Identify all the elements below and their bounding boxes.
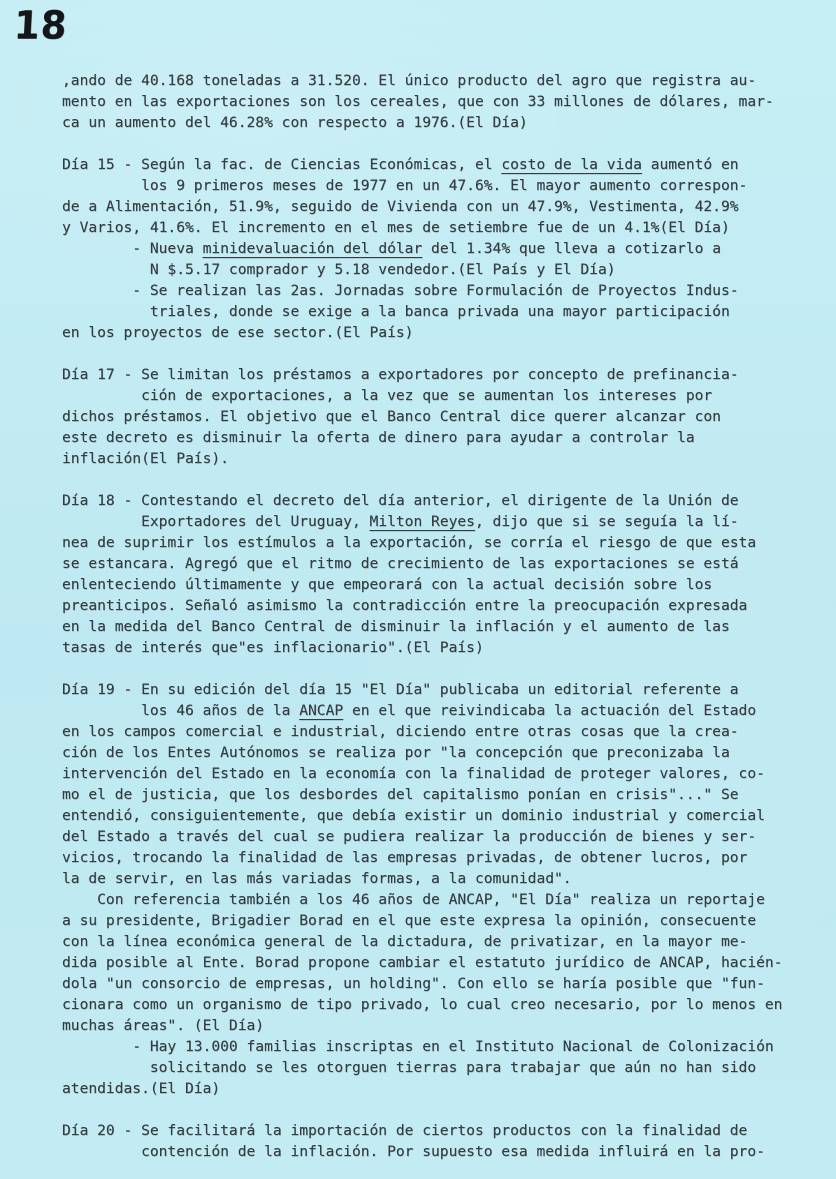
text-segment: atendidas.(El Día) — [62, 1080, 221, 1097]
text-segment: a su presidente, Brigadier Borad en el que este expresa la opinión, consecuente — [62, 912, 757, 929]
text-line — [62, 70, 806, 91]
entry-dia-15 — [62, 154, 806, 343]
entry-dia-19 — [62, 679, 806, 1099]
text-line — [62, 847, 806, 868]
text-line — [62, 1036, 806, 1057]
text-segment: dida posible al Ente. Borad propone cambiar el estatuto jurídico de ANCAP, hacién- — [62, 954, 783, 971]
text-line — [62, 1078, 806, 1099]
text-segment: enlenteciendo últimamente y que empeorará con la actual decisión sobre los — [62, 576, 713, 593]
underlined-text: Milton Reyes — [369, 513, 475, 530]
text-segment: nea de suprimir los estímulos a la exportación, se corría el riesgo de que esta — [62, 534, 757, 551]
text-line — [62, 217, 806, 238]
text-blocks — [62, 70, 806, 1162]
text-line — [62, 679, 806, 700]
text-segment: vicios, trocando la finalidad de las empresas privadas, de obtener lucros, por — [62, 849, 748, 866]
text-segment: Día 18 - Contestando el decreto del día anterior, el dirigente de la Unión de — [62, 492, 739, 509]
text-line — [62, 1015, 806, 1036]
text-line — [62, 175, 806, 196]
text-segment: tasas de interés que"es inflacionario".(El País) — [62, 639, 484, 656]
text-segment: la de servir, en las más variadas formas, a la comunidad". — [62, 870, 572, 887]
text-line — [62, 721, 806, 742]
text-line — [62, 784, 806, 805]
underlined-text: minidevaluación del dólar — [202, 240, 423, 257]
text-segment: en la medida del Banco Central de disminuir la inflación y el aumento de las — [62, 618, 730, 635]
text-line — [62, 700, 806, 721]
text-segment: se estancara. Agregó que el ritmo de crecimiento de las exportaciones se está — [62, 555, 739, 572]
text-segment: inflación(El País). — [62, 450, 229, 467]
text-segment: cionara como un organismo de tipo privado, lo cual creo necesario, por lo menos en — [62, 996, 783, 1013]
text-segment: ,ando de 40.168 toneladas a 31.520. El único producto del agro que registra au- — [62, 72, 757, 89]
text-segment: , dijo que si se seguía la lí- — [474, 513, 739, 530]
text-segment: del Estado a través del cual se pudiera realizar la producción de bienes y ser- — [62, 828, 757, 845]
text-segment: en los campos comercial e industrial, diciendo entre otras cosas que la crea- — [62, 723, 739, 740]
text-line — [62, 511, 806, 532]
text-segment: dola "un consorcio de empresas, un holding". Con ello se haría posible que "fun- — [62, 975, 765, 992]
text-line — [62, 742, 806, 763]
text-segment: preanticipos. Señaló asimismo la contradicción entre la preocupación expresada — [62, 597, 748, 614]
text-line — [62, 154, 806, 175]
text-line — [62, 1057, 806, 1078]
text-segment: en el que reivindicaba la actuación del Estado — [343, 702, 757, 719]
text-segment: mo el de justicia, que los desbordes del capitalismo ponían en crisis"..." Se — [62, 786, 739, 803]
text-segment: - Se realizan las 2as. Jornadas sobre Formulación de Proyectos Indus- — [62, 282, 739, 299]
text-line — [62, 1141, 806, 1162]
text-segment: aumentó en — [641, 156, 739, 173]
text-line — [62, 763, 806, 784]
text-line — [62, 532, 806, 553]
text-line — [62, 91, 806, 112]
text-segment: ción de exportaciones, a la vez que se aumentan los intereses por — [62, 387, 713, 404]
text-segment: este decreto es disminuir la oferta de dinero para ayudar a controlar la — [62, 429, 695, 446]
text-line — [62, 952, 806, 973]
text-segment: intervención del Estado en la economía con la finalidad de proteger valores, co- — [62, 765, 765, 782]
text-segment: Día 19 - En su edición del día 15 "El Día" publicaba un editorial referente a — [62, 681, 739, 698]
text-line — [62, 322, 806, 343]
text-segment: los 9 primeros meses de 1977 en un 47.6%. El mayor aumento correspon- — [62, 177, 748, 194]
text-line — [62, 994, 806, 1015]
text-segment: solicitando se les otorguen tierras para trabajar que aún no han sido — [62, 1059, 757, 1076]
page-number: 18 — [12, 2, 69, 49]
text-line — [62, 616, 806, 637]
text-segment: ción de los Entes Autónomos se realiza por "la concepción que preconizaba la — [62, 744, 730, 761]
text-segment: en los proyectos de ese sector.(El País) — [62, 324, 414, 341]
text-line — [62, 889, 806, 910]
entry-dia-18 — [62, 490, 806, 658]
text-segment: y Varios, 41.6%. El incremento en el mes de setiembre fue de un 4.1%(El Día) — [62, 219, 730, 236]
text-segment: de a Alimentación, 51.9%, seguido de Vivienda con un 47.9%, Vestimenta, 42.9% — [62, 198, 739, 215]
text-segment: dichos préstamos. El objetivo que el Banco Central dice querer alcanzar con — [62, 408, 721, 425]
text-line — [62, 595, 806, 616]
text-line — [62, 112, 806, 133]
text-line — [62, 1120, 806, 1141]
text-line — [62, 448, 806, 469]
text-segment: ca un aumento del 46.28% con respecto a 1976.(El Día) — [62, 114, 528, 131]
text-segment: N $.5.17 comprador y 5.18 vendedor.(El País y El Día) — [62, 261, 616, 278]
text-segment: del 1.34% que lleva a cotizarlo a — [422, 240, 721, 257]
text-line — [62, 427, 806, 448]
text-line — [62, 301, 806, 322]
continuation-paragraph — [62, 70, 806, 133]
text-segment: Exportadores del Uruguay, — [62, 513, 370, 530]
text-segment: mento en las exportaciones son los cereales, que con 33 millones de dólares, mar- — [62, 93, 774, 110]
text-segment: entendió, consiguientemente, que debía existir un dominio industrial y comercial — [62, 807, 765, 824]
text-line — [62, 637, 806, 658]
text-segment: contención de la inflación. Por supuesto esa medida influirá en la pro- — [62, 1143, 765, 1160]
text-line — [62, 196, 806, 217]
underlined-text: ANCAP — [299, 702, 344, 719]
text-line — [62, 910, 806, 931]
text-line — [62, 826, 806, 847]
entry-dia-20 — [62, 1120, 806, 1162]
text-line — [62, 931, 806, 952]
text-segment: - Nueva — [62, 240, 203, 257]
text-segment: - Hay 13.000 familias inscriptas en el Instituto Nacional de Colonización — [62, 1038, 774, 1055]
text-segment: los 46 años de la — [62, 702, 300, 719]
text-segment: Con referencia también a los 46 años de ANCAP, "El Día" realiza un reportaje — [62, 891, 765, 908]
entry-dia-17 — [62, 364, 806, 469]
text-segment: muchas áreas". (El Día) — [62, 1017, 265, 1034]
text-segment: triales, donde se exige a la banca privada una mayor participación — [62, 303, 730, 320]
text-line — [62, 280, 806, 301]
text-line — [62, 364, 806, 385]
underlined-text: costo de la vida — [501, 156, 642, 173]
text-segment: Día 20 - Se facilitará la importación de ciertos productos con la finalidad de — [62, 1122, 748, 1139]
text-line — [62, 973, 806, 994]
text-line — [62, 259, 806, 280]
text-line — [62, 805, 806, 826]
text-line — [62, 490, 806, 511]
text-line — [62, 385, 806, 406]
text-line — [62, 868, 806, 889]
text-line — [62, 553, 806, 574]
text-segment: Día 15 - Según la fac. de Ciencias Económicas, el — [62, 156, 502, 173]
text-segment: Día 17 - Se limitan los préstamos a exportadores por concepto de prefinancia- — [62, 366, 739, 383]
text-line — [62, 238, 806, 259]
text-line — [62, 406, 806, 427]
text-line — [62, 574, 806, 595]
text-segment: con la línea económica general de la dictadura, de privatizar, en la mayor me- — [62, 933, 748, 950]
